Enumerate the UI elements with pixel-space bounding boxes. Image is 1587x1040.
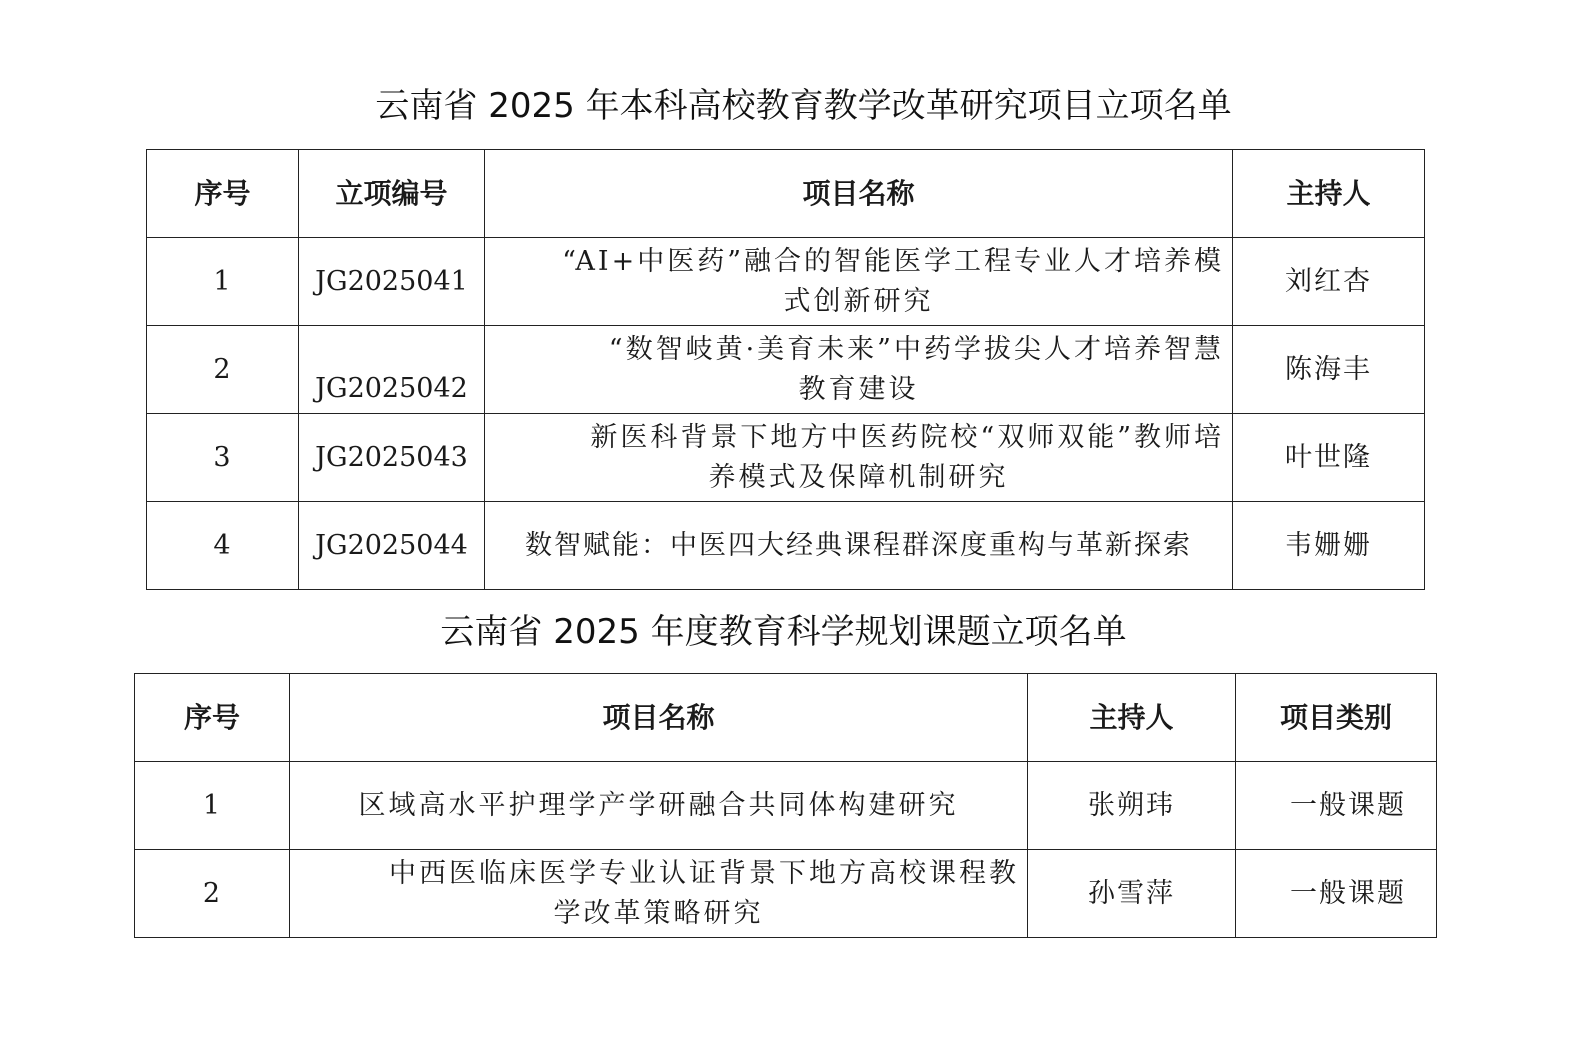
header-seq: 序号 bbox=[135, 674, 290, 762]
table-header-row bbox=[135, 674, 1437, 762]
host-cell: 张朔玮 bbox=[1028, 762, 1236, 850]
code-cell: JG2025043 bbox=[299, 414, 485, 502]
project-name-line: 新医科背景下地方中医药院校“双师双能”教师培 bbox=[590, 421, 1224, 453]
project-name-cell bbox=[290, 762, 1028, 850]
header-host: 主持人 bbox=[1233, 150, 1425, 238]
project-name-cell bbox=[485, 238, 1233, 326]
project-name-line: 养模式及保障机制研究 bbox=[708, 461, 1009, 493]
table-row bbox=[147, 326, 1425, 414]
code-cell: JG2025044 bbox=[299, 502, 485, 590]
project-name-line: “AI+中医药”融合的智能医学工程专业人才培养模 bbox=[562, 245, 1224, 277]
table-header-row bbox=[147, 150, 1425, 238]
seq-cell: 2 bbox=[147, 326, 299, 414]
project-name-cell bbox=[485, 502, 1233, 590]
project-name-line: 数智赋能：中医四大经典课程群深度重构与革新探索 bbox=[525, 529, 1192, 561]
host-cell: 叶世隆 bbox=[1233, 414, 1425, 502]
category-cell: 一般课题 bbox=[1236, 850, 1437, 938]
seq-cell: 2 bbox=[135, 850, 290, 938]
project-name-line: 中西医临床医学专业认证背景下地方高校课程教 bbox=[389, 857, 1019, 889]
project-name-line: “数智岐黄·美育未来”中药学拔尖人才培养智慧 bbox=[608, 333, 1224, 365]
seq-cell: 1 bbox=[147, 238, 299, 326]
header-category: 项目类别 bbox=[1236, 674, 1437, 762]
host-cell: 韦姗姗 bbox=[1233, 502, 1425, 590]
header-seq: 序号 bbox=[147, 150, 299, 238]
table-row bbox=[135, 762, 1437, 850]
reform-projects-table bbox=[146, 149, 1425, 590]
table-row bbox=[147, 414, 1425, 502]
code-cell bbox=[299, 326, 485, 414]
header-host: 主持人 bbox=[1028, 674, 1236, 762]
host-cell: 孙雪萍 bbox=[1028, 850, 1236, 938]
code-cell: JG2025041 bbox=[299, 238, 485, 326]
project-name-cell bbox=[485, 326, 1233, 414]
header-name: 项目名称 bbox=[290, 674, 1028, 762]
host-cell: 刘红杏 bbox=[1233, 238, 1425, 326]
table-row bbox=[147, 502, 1425, 590]
table-row bbox=[147, 238, 1425, 326]
header-name: 项目名称 bbox=[485, 150, 1233, 238]
seq-cell: 1 bbox=[135, 762, 290, 850]
table-row bbox=[135, 850, 1437, 938]
project-name-line: 式创新研究 bbox=[783, 285, 934, 317]
table2-title: 云南省 2025 年度教育科学规划课题立项名单 bbox=[440, 612, 1127, 652]
project-name-line: 学改革策略研究 bbox=[553, 897, 764, 929]
seq-cell: 4 bbox=[147, 502, 299, 590]
host-cell: 陈海丰 bbox=[1233, 326, 1425, 414]
category-cell: 一般课题 bbox=[1236, 762, 1437, 850]
code-value: JG2025042 bbox=[315, 373, 468, 404]
project-name-line: 区域高水平护理学产学研融合共同体构建研究 bbox=[358, 789, 959, 821]
header-code: 立项编号 bbox=[299, 150, 485, 238]
seq-cell: 3 bbox=[147, 414, 299, 502]
project-name-cell bbox=[485, 414, 1233, 502]
project-name-cell bbox=[290, 850, 1028, 938]
planning-projects-table bbox=[134, 673, 1437, 938]
project-name-line: 教育建设 bbox=[798, 373, 919, 405]
table1-title: 云南省 2025 年本科高校教育教学改革研究项目立项名单 bbox=[375, 86, 1232, 126]
